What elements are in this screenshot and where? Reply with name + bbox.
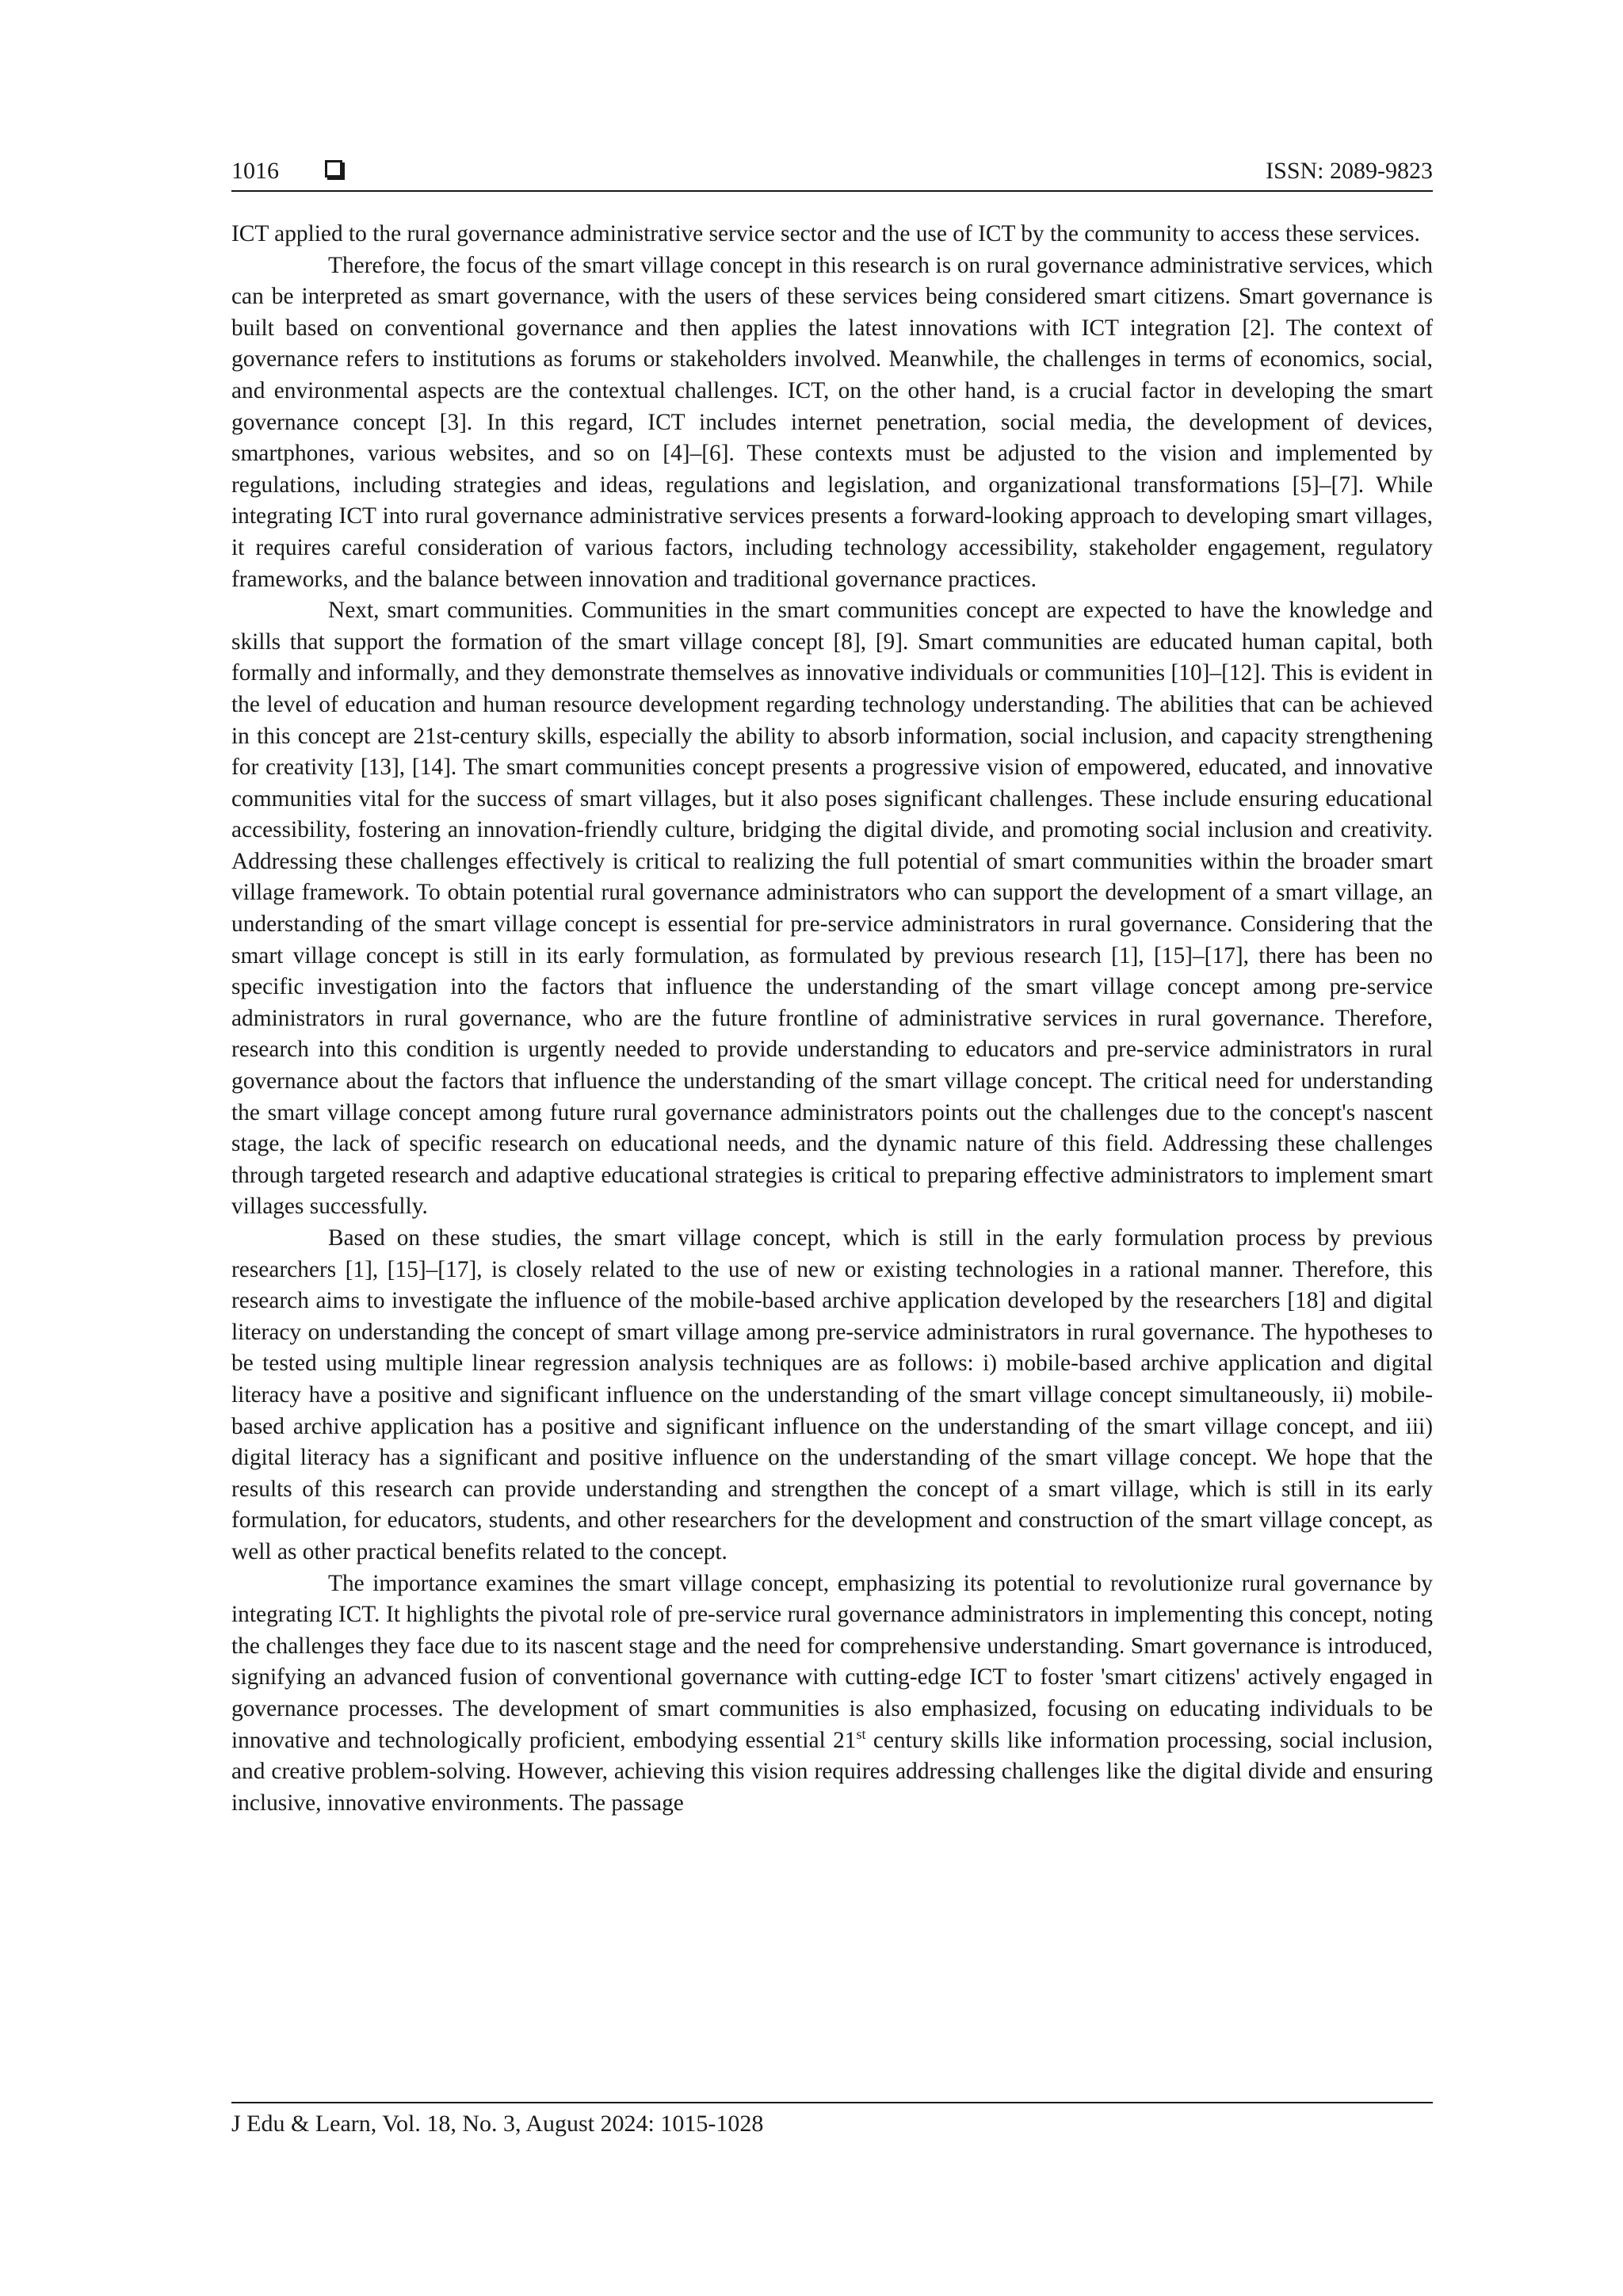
- paragraph-5-part-2: century skills like information processing, social inclusion, and creative problem-solving. However, achieving this vision requires addressing challenges like the digital divide and ensuring inclusive, innovative environments. The passage: [231, 1727, 1433, 1816]
- paragraph-1: ICT applied to the rural governance administrative service sector and the use of ICT by the community to access these services.: [231, 221, 1420, 246]
- header-rule: [231, 190, 1433, 192]
- paragraph-2: Therefore, the focus of the smart village concept in this research is on rural governance administrative services, which can be interpreted as smart governance, with the users of these services being considered smart citizens. Smart governance is built based on conventional governance and then applies the latest innovations with ICT integration [2]. The context of governance refers to institutions as forums or stakeholders involved. Meanwhile, the challenges in terms of economics, social, and environmental aspects are the contextual challenges. ICT, on the other hand, is a crucial factor in developing the smart governance concept [3]. In this regard, ICT includes internet penetration, social media, the development of devices, smartphones, various websites, and so on [4]–[6]. These contexts must be adjusted to the vision and implemented by regulations, including strategies and ideas, regulations and legislation, and organizational transformations [5]–[7]. While integrating ICT into rural governance administrative services presents a forward-looking approach to developing smart villages, it requires careful consideration of various factors, including technology accessibility, stakeholder engagement, regulatory frameworks, and the balance between innovation and traditional governance practices.: [231, 252, 1433, 592]
- paragraph-5-part-1: The importance examines the smart village concept, emphasizing its potential to revolutionize rural governance by integrating ICT. It highlights the pivotal role of pre-service rural governance administrators in implementing this concept, noting the challenges they face due to its nascent stage and the need for comprehensive understanding. Smart governance is introduced, signifying an advanced fusion of conventional governance with cutting-edge ICT to foster 'smart citizens' actively engaged in governance processes. The development of smart communities is also emphasized, focusing on educating individuals to be innovative and technologically proficient, embodying essential 21: [231, 1570, 1433, 1753]
- ordinal-superscript: st: [856, 1725, 866, 1742]
- footer-rule: [231, 2102, 1433, 2103]
- footer-citation: J Edu & Learn, Vol. 18, No. 3, August 2024: 1015-1028: [231, 2111, 764, 2137]
- paragraph-5: [231, 1568, 1433, 1820]
- paragraph-3: Next, smart communities. Communities in the smart communities concept are expected to have the knowledge and skills that support the formation of the smart village concept [8], [9]. Smart communities are educated human capital, both formally and informally, and they demonstrate themselves as innovative individuals or communities [10]–[12]. This is evident in the level of education and human resource development regarding technology understanding. The abilities that can be achieved in this concept are 21st-century skills, especially the ability to absorb information, social inclusion, and capacity strengthening for creativity [13], [14]. The smart communities concept presents a progressive vision of empowered, educated, and innovative communities vital for the success of smart villages, but it also poses significant challenges. These include ensuring educational accessibility, fostering an innovation-friendly culture, bridging the digital divide, and promoting social inclusion and creativity. Addressing these challenges effectively is critical to realizing the full potential of smart communities within the broader smart village framework. To obtain potential rural governance administrators who can support the development of a smart village, an understanding of the smart village concept is essential for pre-service administrators in rural governance. Considering that the smart village concept is still in its early formulation, as formulated by previous research [1], [15]–[17], there has been no specific investigation into the factors that influence the understanding of the smart village concept among pre-service administrators in rural governance, who are the future frontline of administrative services in rural governance. Therefore, research into this condition is urgently needed to provide understanding to educators and pre-service administrators in rural governance about the factors that influence the understanding of the smart village concept. The critical need for understanding the smart village concept among future rural governance administrators points out the challenges due to the concept's nascent stage, the lack of specific research on educational needs, and the dynamic nature of this field. Addressing these challenges through targeted research and adaptive educational strategies is critical to preparing effective administrators to implement smart villages successfully.: [231, 598, 1433, 1220]
- page-number: 1016: [231, 158, 279, 184]
- body-text: [231, 219, 1433, 1819]
- page-header: [231, 155, 1433, 193]
- issn-label: ISSN: 2089-9823: [1266, 158, 1433, 184]
- paragraph-4: Based on these studies, the smart village concept, which is still in the early formulation process by previous researchers [1], [15]–[17], is closely related to the use of new or existing technologies in a rational manner. Therefore, this research aims to investigate the influence of the mobile-based archive application developed by the researchers [18] and digital literacy on understanding the concept of smart village among pre-service administrators in rural governance. The hypotheses to be tested using multiple linear regression analysis techniques are as follows: i) mobile-based archive application and digital literacy have a positive and significant influence on the understanding of the smart village concept simultaneously, ii) mobile-based archive application has a positive and significant influence on the understanding of the smart village concept, and iii) digital literacy has a significant and positive influence on the understanding of the smart village concept. We hope that the results of this research can provide understanding and strengthen the concept of a smart village, which is still in its early formulation, for educators, students, and other researchers for the development and construction of the smart village concept, as well as other practical benefits related to the concept.: [231, 1225, 1433, 1564]
- box-icon: [325, 160, 342, 178]
